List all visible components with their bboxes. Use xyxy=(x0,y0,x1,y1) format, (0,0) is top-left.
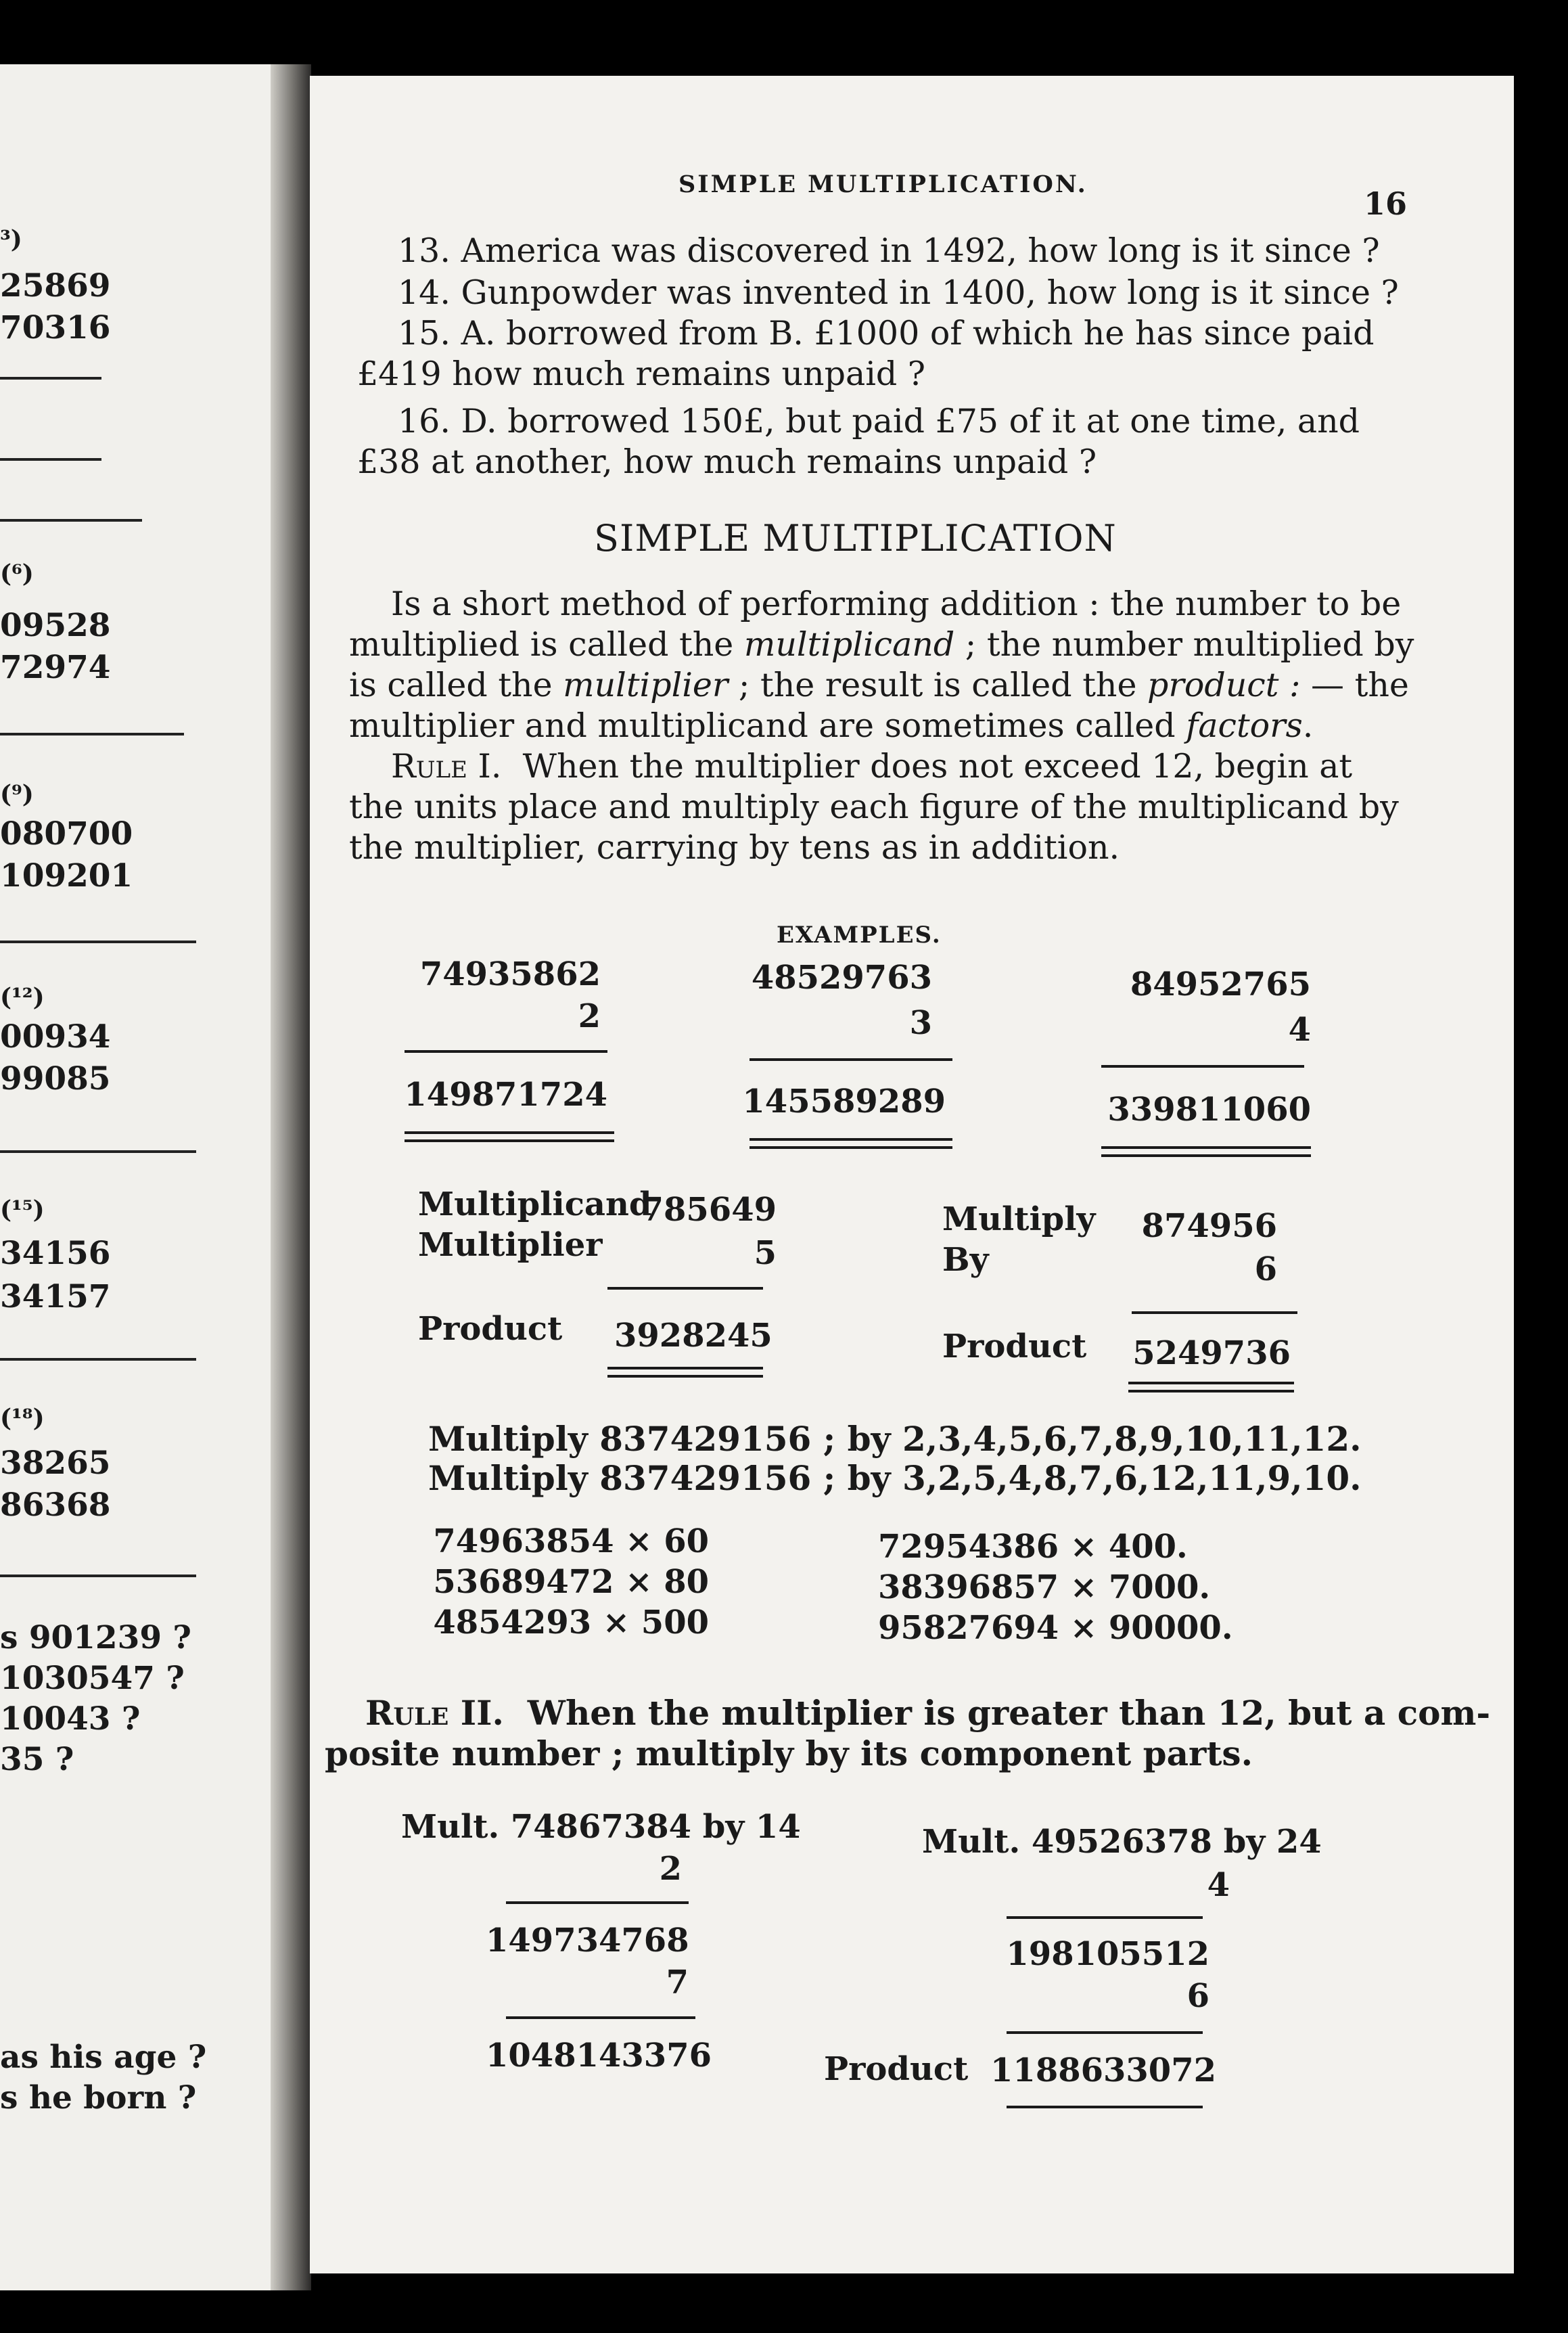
double-rule xyxy=(607,1367,763,1369)
divider xyxy=(0,1358,196,1361)
multiply-label: Multiply xyxy=(942,1200,1096,1238)
left-line: 25869 xyxy=(0,267,111,304)
rule-line xyxy=(1007,1916,1203,1919)
left-line: ³) xyxy=(0,225,22,254)
product: 145589289 xyxy=(742,1083,946,1120)
left-line: s 901239 ? xyxy=(0,1619,191,1656)
left-line: 86368 xyxy=(0,1487,111,1524)
left-line: 00934 xyxy=(0,1018,111,1056)
definition-line-1: Is a short method of performing addition : the number to be xyxy=(391,585,1402,623)
left-line: (¹⁸) xyxy=(0,1404,45,1432)
left-line: 38265 xyxy=(0,1445,111,1482)
product-label: Product xyxy=(418,1310,563,1348)
left-line: s he born ? xyxy=(0,2079,197,2116)
multiplicand-label: Multiplicand xyxy=(418,1185,652,1223)
question-16: 16. D. borrowed 150£, but paid £75 of it at one time, and xyxy=(398,402,1360,440)
rule-line xyxy=(405,1050,607,1053)
multiplicand: 874956 xyxy=(1141,1207,1277,1245)
rule-line xyxy=(1007,2031,1203,2034)
question-16-cont: £38 at another, how much remains unpaid ? xyxy=(357,443,1097,481)
multiplier-label: Multiplier xyxy=(418,1226,603,1264)
question-15-cont: £419 how much remains unpaid ? xyxy=(357,355,926,393)
question-15: 15. A. borrowed from B. £1000 of which he has since paid xyxy=(398,314,1375,353)
product-label: Product xyxy=(824,2050,969,2088)
left-line: as his age ? xyxy=(0,2039,207,2076)
left-line: (⁶) xyxy=(0,560,34,588)
mult-heading: Mult. 74867384 by 14 xyxy=(401,1808,801,1846)
double-rule xyxy=(1101,1146,1311,1149)
rule-line xyxy=(1132,1311,1297,1314)
multiply-line-2: Multiply 837429156 ; by 3,2,5,4,8,7,6,12,11,9,10. xyxy=(428,1458,1362,1498)
section-title: SIMPLE MULTIPLICATION xyxy=(594,517,1117,560)
divider xyxy=(0,1575,196,1577)
multiplier: 3 xyxy=(909,1004,932,1042)
rule-1-line-1: Rule I. When the multiplier does not exceed 12, begin at xyxy=(391,747,1353,786)
left-line: 99085 xyxy=(0,1060,111,1097)
divider xyxy=(0,377,101,380)
multiplier: 5 xyxy=(754,1234,777,1272)
rule-line xyxy=(506,1901,689,1904)
factor: 4 xyxy=(1207,1866,1230,1904)
double-rule xyxy=(750,1138,952,1141)
exercise: 4854293 × 500 xyxy=(433,1604,709,1641)
double-rule xyxy=(1128,1382,1294,1384)
rule-line xyxy=(1101,1065,1304,1068)
question-13: 13. America was discovered in 1492, how long is it since ? xyxy=(398,231,1380,270)
left-line: (¹⁵) xyxy=(0,1196,45,1224)
multiplicand: 74935862 xyxy=(419,955,601,993)
divider xyxy=(0,458,101,461)
double-rule xyxy=(1007,2106,1203,2108)
product: 1188633072 xyxy=(990,2052,1216,2089)
page-number: 16 xyxy=(1364,185,1408,222)
rule-2-line-1: Rule II. When the multiplier is greater than 12, but a com- xyxy=(365,1693,1491,1733)
double-rule xyxy=(607,1375,763,1378)
divider xyxy=(0,519,142,522)
left-line: 34156 xyxy=(0,1235,111,1272)
left-line: 080700 xyxy=(0,815,133,853)
left-line: (¹²) xyxy=(0,983,45,1012)
rule-1-line-3: the multiplier, carrying by tens as in addition. xyxy=(349,828,1120,867)
by-label: By xyxy=(942,1241,989,1279)
partial-product: 198105512 xyxy=(1006,1935,1209,1973)
divider xyxy=(0,733,184,735)
left-line: (⁹) xyxy=(0,780,34,809)
double-rule xyxy=(405,1139,614,1142)
left-line: 70316 xyxy=(0,309,111,346)
product-label: Product xyxy=(942,1328,1087,1365)
factor: 2 xyxy=(659,1850,682,1888)
multiplicand: 84952765 xyxy=(1130,966,1311,1003)
mult-heading: Mult. 49526378 by 24 xyxy=(922,1823,1322,1861)
left-line: 34157 xyxy=(0,1278,111,1315)
exercise: 95827694 × 90000. xyxy=(878,1609,1233,1647)
page-16 xyxy=(310,76,1514,2273)
left-line: 1030547 ? xyxy=(0,1660,185,1697)
exercise: 53689472 × 80 xyxy=(433,1563,709,1601)
exercise: 72954386 × 400. xyxy=(878,1528,1188,1566)
double-rule xyxy=(405,1131,614,1134)
double-rule xyxy=(750,1146,952,1149)
exercise: 74963854 × 60 xyxy=(433,1522,709,1560)
multiplier: 2 xyxy=(578,997,601,1035)
multiplicand: 48529763 xyxy=(751,959,932,997)
left-line: 72974 xyxy=(0,649,111,686)
rule-line xyxy=(607,1287,763,1290)
exercise: 38396857 × 7000. xyxy=(878,1568,1211,1606)
multiplicand: 785649 xyxy=(641,1191,777,1229)
partial-product: 149734768 xyxy=(486,1922,689,1960)
left-line: 35 ? xyxy=(0,1741,74,1778)
double-rule xyxy=(1128,1390,1294,1392)
rule-2-line-2: posite number ; multiply by its component parts. xyxy=(325,1734,1253,1773)
left-line: 10043 ? xyxy=(0,1700,141,1738)
multiplier: 4 xyxy=(1288,1011,1311,1049)
running-header: SIMPLE MULTIPLICATION. xyxy=(678,171,1088,198)
rule-line xyxy=(506,2016,695,2019)
divider xyxy=(0,1150,196,1153)
question-14: 14. Gunpowder was invented in 1400, how long is it since ? xyxy=(398,273,1399,312)
left-line: 09528 xyxy=(0,607,111,644)
previous-page-fragment xyxy=(0,64,271,2290)
book-gutter xyxy=(271,64,311,2290)
factor: 6 xyxy=(1186,1977,1209,2015)
definition-line-4: multiplier and multiplicand are sometimes called factors. xyxy=(349,706,1314,745)
product: 149871724 xyxy=(404,1076,607,1114)
examples-heading: EXAMPLES. xyxy=(777,922,942,949)
product: 5249736 xyxy=(1132,1334,1291,1372)
product: 3928245 xyxy=(614,1317,773,1355)
multiplier: 6 xyxy=(1254,1250,1277,1288)
definition-line-3: is called the multiplier ; the result is called the product : — the xyxy=(349,666,1409,704)
left-line: 109201 xyxy=(0,857,133,894)
product: 1048143376 xyxy=(486,2037,712,2075)
rule-line xyxy=(750,1058,952,1061)
product: 339811060 xyxy=(1107,1091,1311,1129)
double-rule xyxy=(1101,1154,1311,1157)
multiply-line-1: Multiply 837429156 ; by 2,3,4,5,6,7,8,9,10,11,12. xyxy=(428,1419,1362,1459)
factor: 7 xyxy=(666,1964,689,2001)
rule-1-line-2: the units place and multiply each figure of the multiplicand by xyxy=(349,788,1399,826)
definition-line-2: multiplied is called the multiplicand ; the number multiplied by xyxy=(349,625,1414,664)
divider xyxy=(0,941,196,943)
